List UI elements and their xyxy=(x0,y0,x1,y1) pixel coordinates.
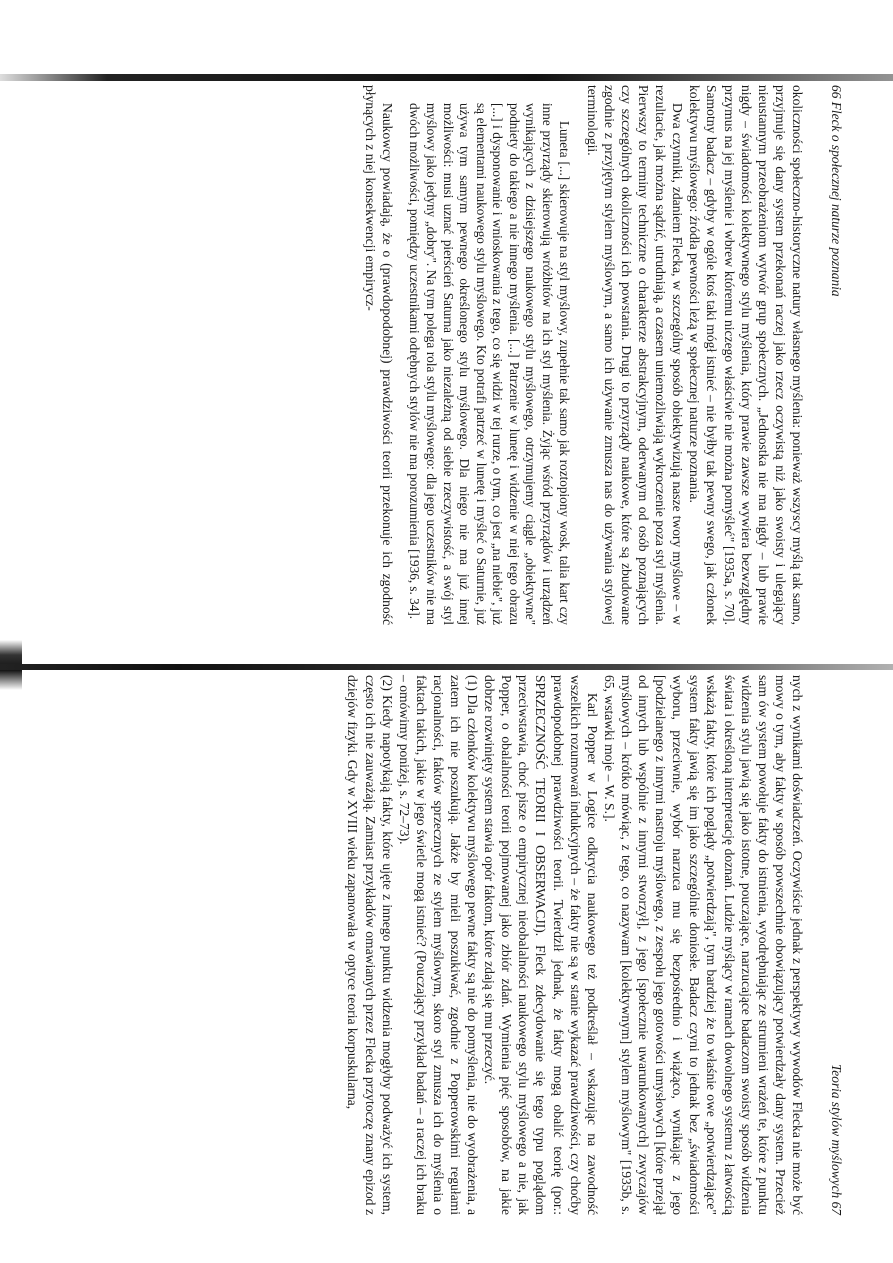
paragraph: nych z wynikami doświadczeń. Oczywiście jednak z perspektywy wywodów Flecka nie może być mowy o tym, aby fakty w sposób powszechnie obowiązujący potwierdzały dany system. Przecież sam ów system powołuje fakty do istnienia, wyodrębniając ze strumieni wrażeń te, które z punktu widzenia stylu jawią się jako istotne, pouczające, narzucające badaczom swoisty sposób widzenia świata i określoną interpretację doznań. Ludzie myślący w ramach dowolnego systemu z łatwością wskażą fakty, które ich poglądy „potwierdzają", tym bardziej że to właśnie owe „potwierdzające" system fakty jawią się im jako szczególnie doniosłe. Badacz czyni to jednak bez „świadomości wyboru, przeciwnie, wybór narzuca mu się bezpośrednio i wiążąco, wynikając z jego [podzielanego z innymi nastroju myślowego, z zespołu jego gotowości umysłowych [które przejął od innych lub wspólnie z innymi stworzył], z jego [społecznie uwarunkowanych] zwyczajów myślowych – krótko mówiąc, z tego, co nazywam [kolektywnym] stylem myślowym" [1935b, s. 65, wstawki moje – W. S.]. xyxy=(601,675,805,1215)
paragraph: Naukowcy powiadają, że o (prawdopodobnej) prawdziwości teorii przekonuje ich zgodność płynących z niej konsekwencji empirycz- xyxy=(362,85,395,625)
paragraph: (2) Kiedy napotykają fakty, które ujęte z innego punktu widzenia mogłyby podważyć ich system, często ich nie zauważają. Zamiast przykładów omawianych przez Flecka przytoczę znany epizod z dziejów fizyki. Gdy w XVIII wieku zapanowała w optyce teoria korpuskularna, xyxy=(345,675,395,1215)
page-66 xyxy=(362,85,845,625)
paragraph: okoliczności społeczno-historyczne natury własnego myślenia: ponieważ wszyscy myślą tak samo, przyjmuje się dany system przekonań raczej jako rzecz oczywistą niż jako swoisty i ulegający nieustannym przeobrażeniom wytwór grup społecznych. „Jednostka nie ma nigdy – lub prawie nigdy – świadomości kolektywnego stylu myślenia, który prawie zawsze wywiera bezwzględny przymus na jej myślenie i wbrew któremu niczego właściwie nie można pomyśleć" [1935a, s. 70]. Samotny badacz – gdyby w ogóle ktoś taki mógł istnieć – nie byłby tak pewny swego, jak członek kolektywu myślowego: źródła pewności leżą w społecznej naturze poznania. xyxy=(687,85,805,625)
block-quote: Luneta [...] skierowuje na styl myślowy, zupełnie tak samo jak roztopiony wosk, talia kart czy inne przyrządy skierowują wróżbitów na ich styl myślenia. Żyjąc wśród przyrządów i urządzeń wynikających z dzisiejszego naukowego stylu myślowego, otrzymujemy ciągle „obiektywne" podniety do takiego a nie innego myślenia. [...] Patrzenie w lunetę i widzenie w niej tego obrazu [...] i dysponowanie i wnioskowania z tego, co się widzi w tej rurze, o tym, co jest „na niebie", już są elementami naukowego stylu myślowego. Kto potrafi patrzeć w lunetę i myśleć o Saturnie, już używa tym samym pewnego określonego stylu myślowego. Dla niego nie ma już innej możliwości: musi uznać pierścień Saturna jako niezależną od siebie rzeczywistość, a swój styl myślowy jako jedyny „dobry". Na tym polega rola stylu myślowego: dla jego uczestników nie ma dwóch możliwości, pomiędzy uczestnikami odrębnych stylów nie ma porozumienia [1936, s. 34]. xyxy=(407,103,572,625)
running-head-text: Teoria stylów myślowych 67 xyxy=(829,1064,844,1215)
running-head xyxy=(828,85,845,625)
page-67 xyxy=(344,675,845,1215)
paragraph: Karl Popper w Logice odkrycia naukowego też podkreślał – wskazując na zawodność wszelkich rozumowań indukcyjnych – że fakty nie są w stanie wykazać prawdziwości, czy choćby prawdopodobnej prawdziwości teorii. Twierdził jednak, że fakty mogą obalić teorię (por.: SPRZECZNOŚĆ TEORII I OBSERWACJI). Fleck zdecydowanie się tego typu poglądom przeciwstawia, choć pisze o empirycznej nieobalalności naukowego stylu myślowego a nie, jak Popper, o obalalności teorii pojmowanej jako zbiór zdań. Wymienia pięć sposobów, na jakie dobrze rozwinięty system stawia opór faktom, które zdają się mu przeczyć. xyxy=(482,675,600,1215)
paragraph: Dwa czynniki, zdaniem Flecka, w szczególny sposób obiektywizują nasze twory myślowe – w rezultacie, jak można sądzić, utrudniają, a czasem uniemożliwiają wykroczenie poza styl myślenia. Pierwszy to terminy techniczne o charakterze abstrakcyjnym, oderwanym od osób poznających czy szczególnych okoliczności ich powstania. Drugi to przyrządy naukowe, które są zbudowane zgodnie z przyjętym stylem myślowym, a samo ich używanie zmusza nas do używania stylowej terminologii. xyxy=(584,85,686,625)
running-head xyxy=(828,675,845,1215)
scan-fold-top xyxy=(0,74,893,81)
scan-fold-middle xyxy=(0,664,893,670)
paragraph: (1) Dla członków kolektywu myślowego pewne fakty są nie do pomyślenia, nie do wyobrażenia, a zatem ich nie poszukują. Jakże by mieli poszukiwać, zgodnie z Popperowskimi regułami racjonalności, faktów sprzecznych ze stylem myślowym, skoro styl zmusza ich do myślenia o faktach takich, jakie w jego świetle mogą istnieć? (Pouczający przykład badań – a raczej ich braku – omówimy poniżej, s. 72–73). xyxy=(396,675,481,1215)
running-head-text: 66 Fleck o społecznej naturze poznania xyxy=(829,85,844,297)
